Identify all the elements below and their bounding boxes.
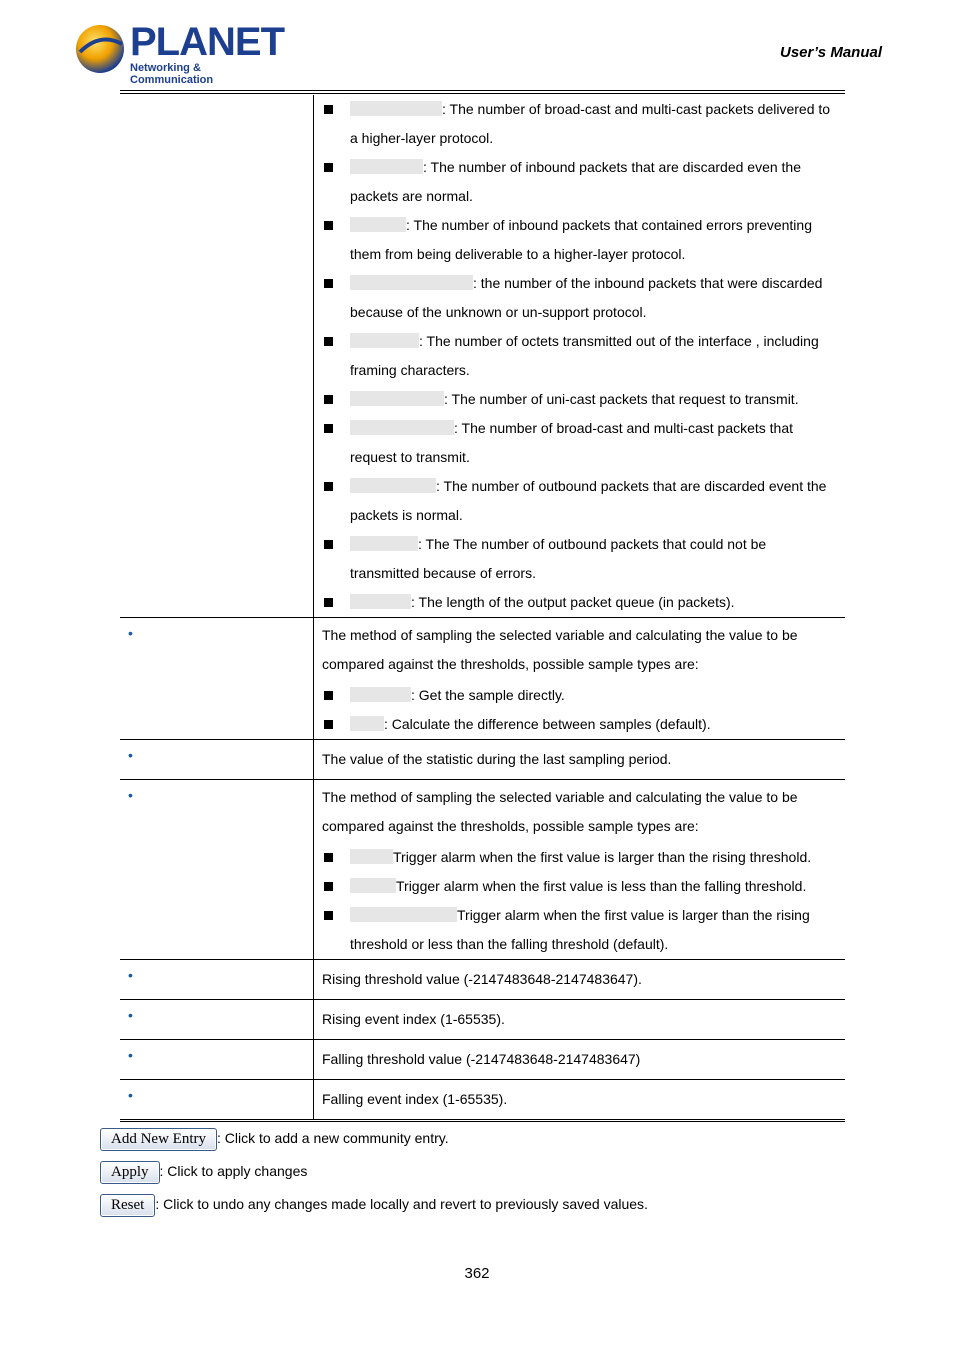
parameter-description-cell [314, 95, 846, 618]
redacted-term [350, 159, 423, 174]
description-text: The method of sampling the selected variable and calculating the value to be compared against the thresholds, possible sample types are: [322, 789, 798, 834]
brand-tagline: Networking & Communication [130, 62, 214, 86]
redacted-term [350, 101, 442, 116]
button-legend [100, 1128, 648, 1228]
list-item [322, 872, 839, 901]
apply-button[interactable]: Apply [100, 1161, 160, 1184]
list-item [322, 588, 839, 617]
redacted-term [350, 333, 419, 348]
list-item-text: : The number of outbound packets that are discarded event the packets is normal. [350, 478, 827, 523]
bullet-dot: • [128, 747, 133, 763]
list-item-text: Trigger alarm when the first value is larger than the rising threshold or less than the falling threshold (default). [350, 907, 810, 952]
description-text: The value of the statistic during the last sampling period. [322, 751, 672, 767]
list-item [322, 211, 839, 269]
description-text: Rising event index (1-65535). [322, 1011, 505, 1027]
list-item [322, 385, 839, 414]
bullet-dot: • [128, 1007, 133, 1023]
list-item-text: Trigger alarm when the first value is larger than the rising threshold. [393, 849, 812, 865]
list-item [322, 327, 839, 385]
list-item-text: Trigger alarm when the first value is less than the falling threshold. [396, 878, 807, 894]
bullet-dot: • [128, 967, 133, 983]
parameter-description-cell [314, 960, 846, 1000]
parameter-name-cell [120, 1000, 314, 1040]
parameter-description-cell [314, 618, 846, 740]
list-item [322, 843, 839, 872]
description-text: Rising threshold value (-2147483648-2147483647). [322, 971, 642, 987]
reset-desc: : Click to undo any changes made locally and revert to previously saved values. [155, 1196, 648, 1212]
globe-icon [74, 22, 126, 74]
redacted-term [350, 849, 393, 864]
redacted-term [350, 536, 418, 551]
reset-button[interactable]: Reset [100, 1194, 155, 1217]
list-item [322, 530, 839, 588]
parameter-name-cell [120, 618, 314, 740]
parameter-name-cell [120, 780, 314, 960]
parameter-description-cell [314, 1080, 846, 1121]
redacted-term [350, 275, 473, 290]
bullet-dot: • [128, 625, 133, 641]
parameter-name-cell [120, 95, 314, 618]
list-item [322, 269, 839, 327]
option-list [322, 95, 839, 617]
header-rule [120, 93, 845, 94]
table-row [120, 960, 845, 1000]
bullet-dot: • [128, 1047, 133, 1063]
description-text: The method of sampling the selected variable and calculating the value to be compared against the thresholds, possible sample types are: [322, 627, 798, 672]
description-text: Falling threshold value (-2147483648-2147483647) [322, 1051, 641, 1067]
parameter-name-cell [120, 1080, 314, 1121]
list-item-text: : The number of inbound packets that are discarded even the packets are normal. [350, 159, 801, 204]
list-item-text: : the number of the inbound packets that were discarded because of the unknown or un-support protocol. [350, 275, 823, 320]
list-item [322, 472, 839, 530]
list-item [322, 710, 839, 739]
parameter-description-cell [314, 1000, 846, 1040]
bullet-dot: • [128, 1087, 133, 1103]
redacted-term [350, 217, 406, 232]
list-item-text: : The length of the output packet queue (in packets). [411, 594, 735, 610]
list-item [322, 153, 839, 211]
redacted-term [350, 907, 457, 922]
planet-logo [74, 20, 284, 86]
add-new-entry-desc: : Click to add a new community entry. [216, 1130, 449, 1146]
parameter-description-cell [314, 1040, 846, 1080]
list-item-text: : Get the sample directly. [411, 687, 565, 703]
description-text: Falling event index (1-65535). [322, 1091, 508, 1107]
table-row [120, 780, 845, 960]
list-item-text: : The The number of outbound packets that could not be transmitted because of errors. [350, 536, 767, 581]
page-number: 362 [464, 1265, 490, 1282]
list-item-text: : The number of broad-cast and multi-cast packets delivered to a higher-layer protocol. [350, 101, 831, 146]
bullet-dot: • [128, 787, 133, 803]
redacted-term [350, 594, 411, 609]
redacted-term [350, 420, 454, 435]
table-row [120, 95, 845, 618]
list-item [322, 901, 839, 959]
redacted-term [350, 391, 444, 406]
apply-desc: : Click to apply changes [159, 1163, 308, 1179]
list-item-text: : The number of uni-cast packets that request to transmit. [444, 391, 799, 407]
table-row [120, 1080, 845, 1121]
brand-name: PLANET [130, 20, 284, 64]
parameter-description-cell [314, 780, 846, 960]
option-list [322, 843, 839, 959]
list-item [322, 414, 839, 472]
parameter-name-cell [120, 740, 314, 780]
redacted-term [350, 716, 384, 731]
manual-title: User’s Manual [780, 44, 882, 61]
redacted-term [350, 687, 411, 702]
table-row [120, 1000, 845, 1040]
table-row [120, 1040, 845, 1080]
redacted-term [350, 878, 396, 893]
parameter-name-cell [120, 960, 314, 1000]
option-list [322, 681, 839, 739]
add-new-entry-button[interactable]: Add New Entry [100, 1128, 217, 1151]
list-item-text: : The number of octets transmitted out of the interface , including framing characters. [350, 333, 819, 378]
parameter-name-cell [120, 1040, 314, 1080]
list-item-text: : The number of inbound packets that contained errors preventing them from being deliverable to a higher-layer protocol. [350, 217, 812, 262]
redacted-term [350, 478, 436, 493]
table-row [120, 740, 845, 780]
list-item [322, 95, 839, 153]
list-item [322, 681, 839, 710]
parameter-description-cell [314, 740, 846, 780]
parameter-table [120, 95, 845, 1122]
list-item-text: : The number of broad-cast and multi-cast packets that request to transmit. [350, 420, 794, 465]
header-rule [120, 90, 845, 91]
table-row [120, 618, 845, 740]
list-item-text: : Calculate the difference between samples (default). [384, 716, 711, 732]
